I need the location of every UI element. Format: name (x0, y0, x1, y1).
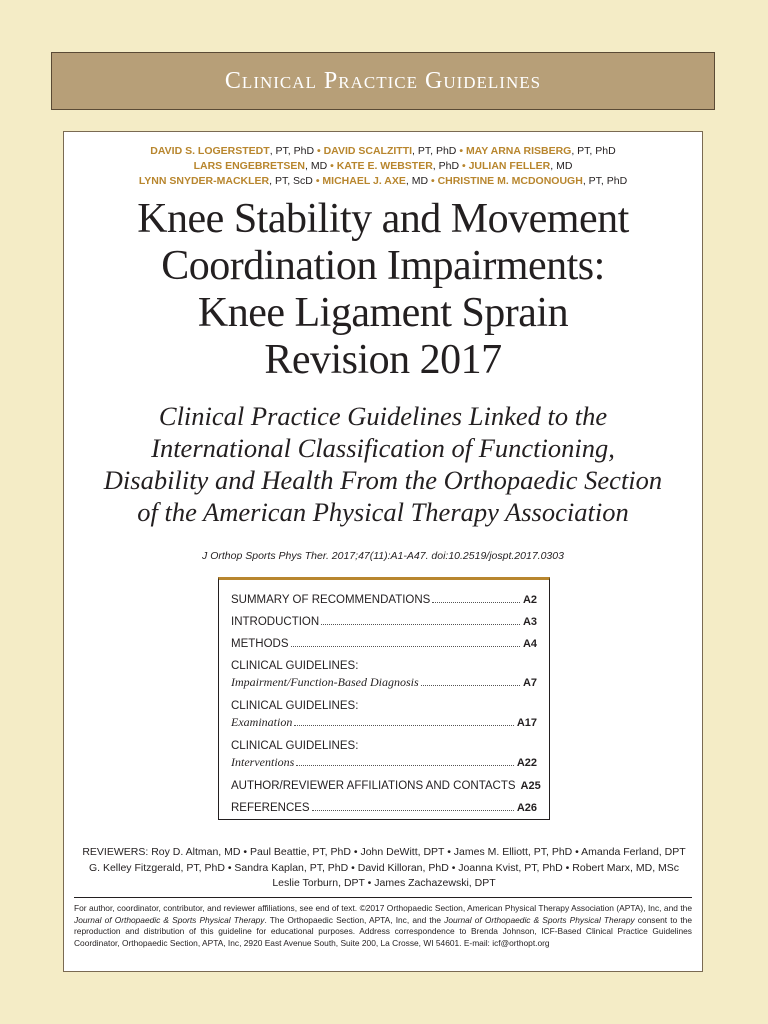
toc-entry-summary[interactable] (231, 594, 537, 606)
author-credentials: , PhD (432, 160, 460, 172)
toc-label: Impairment/Function-Based Diagnosis (231, 675, 419, 689)
author-name: CHRISTINE M. MCDONOUGH (437, 175, 583, 187)
toc-label: INTRODUCTION (231, 616, 320, 628)
author-line (64, 174, 702, 189)
reviewers-line: REVIEWERS: Roy D. Altman, MD • Paul Beattie, PT, PhD • John DeWitt, DPT • James M. Elliott, PT, PhD • Amanda Ferland, DPT (82, 846, 686, 858)
journal-name: Journal of Orthopaedic & Sports Physical Therapy (74, 914, 265, 925)
toc-label: Interventions (231, 755, 295, 769)
author-credentials: , MD (305, 160, 328, 172)
author-name: LYNN SNYDER-MACKLER (138, 175, 270, 187)
author-credentials: , PT, PhD (571, 145, 616, 157)
document-subtitle (64, 400, 702, 528)
toc-label: SUMMARY OF RECOMMENDATIONS (231, 594, 431, 606)
author-name: LARS ENGEBRETSEN (193, 160, 306, 172)
footnote-text: consent to the reproduction and distribution of this guideline for educational purposes. Address correspondence to Brenda Johnson, ICF-Based Clinical Practice Guidelines Coordinator, Orthopaedic Section, APTA, Inc, 2920 East Avenue South, Suite 200, La Crosse, WI 54601. E-mail: icf@orthopt.org (74, 914, 692, 948)
title-line: Revision 2017 (264, 337, 502, 383)
author-name: JULIAN FELLER (468, 160, 551, 172)
author-line (64, 159, 702, 174)
subtitle-line: Disability and Health From the Orthopaedic Section (103, 465, 663, 495)
toc-page-number: A3 (522, 616, 537, 628)
toc-page-number: A25 (520, 780, 541, 792)
toc-entry-affiliations[interactable] (231, 780, 541, 792)
footnote-text: . The Orthopaedic Section, APTA, Inc, and the (264, 914, 445, 925)
footnote (74, 903, 692, 949)
separator-bullet: • (459, 145, 464, 157)
document-page (63, 131, 703, 972)
reviewers-line: G. Kelley Fitzgerald, PT, PhD • Sandra Kaplan, PT, PhD • David Killoran, PhD • Joanna Kvist, PT, PhD • Robert Marx, MD, MSc (88, 861, 680, 874)
document-title (64, 196, 702, 384)
toc-entry-diagnosis[interactable] (231, 660, 537, 690)
title-line: Knee Stability and Movement (137, 196, 629, 242)
toc-heading: CLINICAL GUIDELINES: (231, 700, 359, 712)
author-name: MAY ARNA RISBERG (465, 145, 572, 157)
title-line: Knee Ligament Sprain (197, 290, 569, 336)
toc-leader (421, 685, 520, 686)
toc-leader (432, 602, 520, 603)
toc-entry-interventions[interactable] (231, 740, 537, 770)
subtitle-line: Clinical Practice Guidelines Linked to the (158, 401, 608, 431)
separator-bullet: • (316, 145, 321, 157)
toc-page-number: A2 (522, 594, 537, 606)
reviewers-line: Leslie Torburn, DPT • James Zachazewski, DPT (272, 877, 496, 889)
toc-entry-examination[interactable] (231, 700, 537, 730)
toc-page-number: A7 (522, 677, 537, 689)
separator-bullet: • (315, 175, 320, 187)
toc-leader (294, 725, 513, 726)
author-credentials: , MD (550, 160, 573, 172)
author-credentials: , PT, ScD (269, 175, 313, 187)
toc-leader (321, 624, 520, 625)
toc-label: METHODS (231, 638, 289, 650)
toc-entry-introduction[interactable] (231, 616, 537, 628)
toc-entry-references[interactable] (231, 802, 537, 814)
separator-bullet: • (461, 160, 466, 172)
author-line (64, 144, 702, 159)
toc-page-number: A17 (516, 717, 537, 729)
subtitle-line: International Classification of Functioning, (151, 433, 615, 463)
author-list (64, 144, 702, 189)
header-banner (51, 52, 715, 110)
toc-page-number: A22 (516, 757, 537, 769)
banner-title: Clinical Practice Guidelines (224, 67, 542, 94)
toc-page-number: A4 (522, 638, 537, 650)
toc-leader (312, 810, 514, 811)
citation: J Orthop Sports Phys Ther. 2017;47(11):A1-A47. doi:10.2519/jospt.2017.0303 (202, 550, 564, 562)
toc-entry-methods[interactable] (231, 638, 537, 650)
author-name: DAVID S. LOGERSTEDT (150, 145, 270, 157)
author-credentials: , PT, PhD (412, 145, 457, 157)
author-credentials: , PT, PhD (582, 175, 628, 187)
table-of-contents (218, 577, 550, 820)
toc-label: Examination (231, 715, 293, 729)
journal-name: Journal of Orthopaedic & Sports Physical Therapy (444, 914, 635, 925)
toc-label: REFERENCES (231, 802, 310, 814)
toc-leader (291, 646, 520, 647)
author-credentials: , PT, PhD (269, 145, 315, 157)
title-line: Coordination Impairments: (161, 243, 605, 289)
author-name: KATE E. WEBSTER (336, 160, 433, 172)
separator-bullet: • (330, 160, 334, 172)
toc-heading: CLINICAL GUIDELINES: (231, 660, 359, 672)
author-name: DAVID SCALZITTI (323, 145, 413, 157)
author-name: MICHAEL J. AXE (322, 175, 406, 187)
separator-bullet: • (430, 175, 435, 187)
footnote-divider (74, 897, 692, 898)
toc-label: AUTHOR/REVIEWER AFFILIATIONS AND CONTACTS (231, 780, 516, 792)
author-credentials: , MD (405, 175, 429, 187)
toc-heading: CLINICAL GUIDELINES: (231, 740, 359, 752)
reviewers-list (74, 845, 694, 892)
toc-page-number: A26 (516, 802, 537, 814)
toc-leader (296, 765, 513, 766)
subtitle-line: of the American Physical Therapy Association (137, 497, 629, 527)
footnote-text: For author, coordinator, contributor, and reviewer affiliations, see end of text. ©2017 Orthopaedic Section, American Physical Therapy Association (APTA), Inc, and the (74, 903, 692, 913)
